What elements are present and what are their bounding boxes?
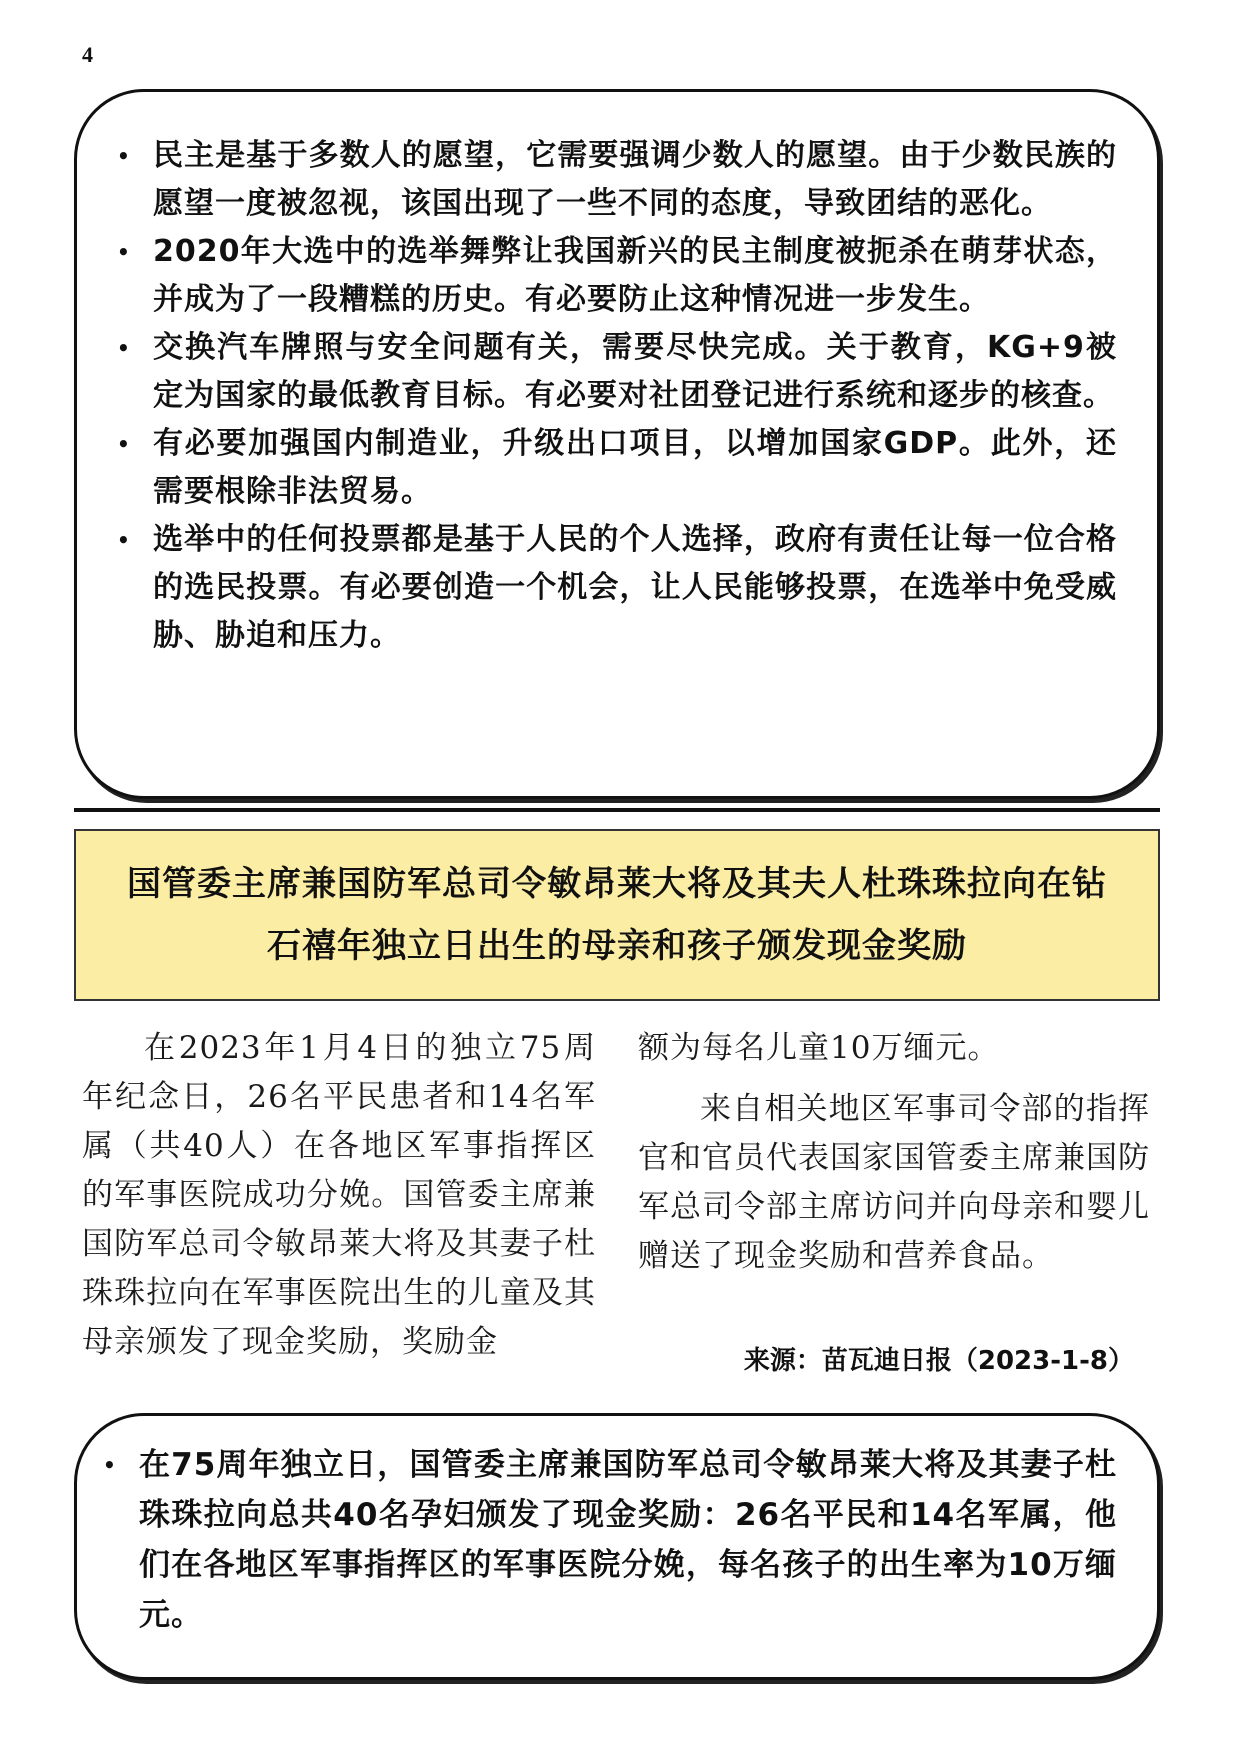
summary-list [91, 1440, 1117, 1640]
article-headline-box [74, 829, 1160, 1001]
bullet-icon: • [103, 1453, 117, 1477]
article-headline: 国管委主席兼国防军总司令敏昂莱大将及其夫人杜珠珠拉向在钻 石禧年独立日出生的母亲和孩子颁发现金奖励 [127, 864, 1107, 966]
summary-bullet-item: • 有必要加强国内制造业，升级出口项目，以增加国家GDP。此外，还需要根除非法贸易。 [105, 420, 1117, 516]
page-number: 4 [82, 42, 93, 67]
article-column-left [82, 1024, 596, 1367]
article-paragraph: 在2023年1月4日的独立75周年纪念日，26名平民患者和14名军属（共40人）在各地区军事指挥区的军事医院成功分娩。国管委主席兼国防军总司令敏昂莱大将及其妻子杜珠珠拉向在军事医院出生的儿童及其母亲颁发了现金奖励，奖励金 [82, 1030, 596, 1360]
bullet-icon: • [117, 432, 131, 456]
article-source: 来源：苗瓦迪日报（2023-1-8） [743, 1346, 1134, 1376]
bullet-icon: • [117, 240, 131, 264]
summary-list [105, 132, 1117, 660]
summary-bullet-item: • 民主是基于多数人的愿望，它需要强调少数人的愿望。由于少数民族的愿望一度被忽视，该国出现了一些不同的态度，导致团结的恶化。 [105, 132, 1117, 228]
article-paragraph: 来自相关地区军事司令部的指挥官和官员代表国家国管委主席兼国防军总司令部主席访问并向母亲和婴儿赠送了现金奖励和营养食品。 [638, 1091, 1150, 1274]
bullet-icon: • [117, 528, 131, 552]
summary-bullet-item: • 在75周年独立日，国管委主席兼国防军总司令敏昂莱大将及其妻子杜珠珠拉向总共40名孕妇颁发了现金奖励：26名平民和14名军属，他们在各地区军事指挥区的军事医院分娩，每名孩子的出生率为10万缅元。 [91, 1440, 1117, 1640]
bullet-icon: • [117, 336, 131, 360]
bullet-icon: • [117, 144, 131, 168]
summary-bullet-item: • 选举中的任何投票都是基于人民的个人选择，政府有责任让每一位合格的选民投票。有必要创造一个机会，让人民能够投票，在选举中免受威胁、胁迫和压力。 [105, 516, 1117, 660]
summary-bullet-item: • 2020年大选中的选举舞弊让我国新兴的民主制度被扼杀在萌芽状态，并成为了一段糟糕的历史。有必要防止这种情况进一步发生。 [105, 228, 1117, 324]
summary-box-top [74, 89, 1160, 799]
article-column-right [638, 1024, 1150, 1281]
section-divider [74, 808, 1160, 812]
summary-box-bottom [74, 1413, 1160, 1680]
article-paragraph-continued: 额为每名儿童10万缅元。 [638, 1030, 1000, 1066]
summary-bullet-item: • 交换汽车牌照与安全问题有关，需要尽快完成。关于教育，KG+9被定为国家的最低教育目标。有必要对社团登记进行系统和逐步的核查。 [105, 324, 1117, 420]
